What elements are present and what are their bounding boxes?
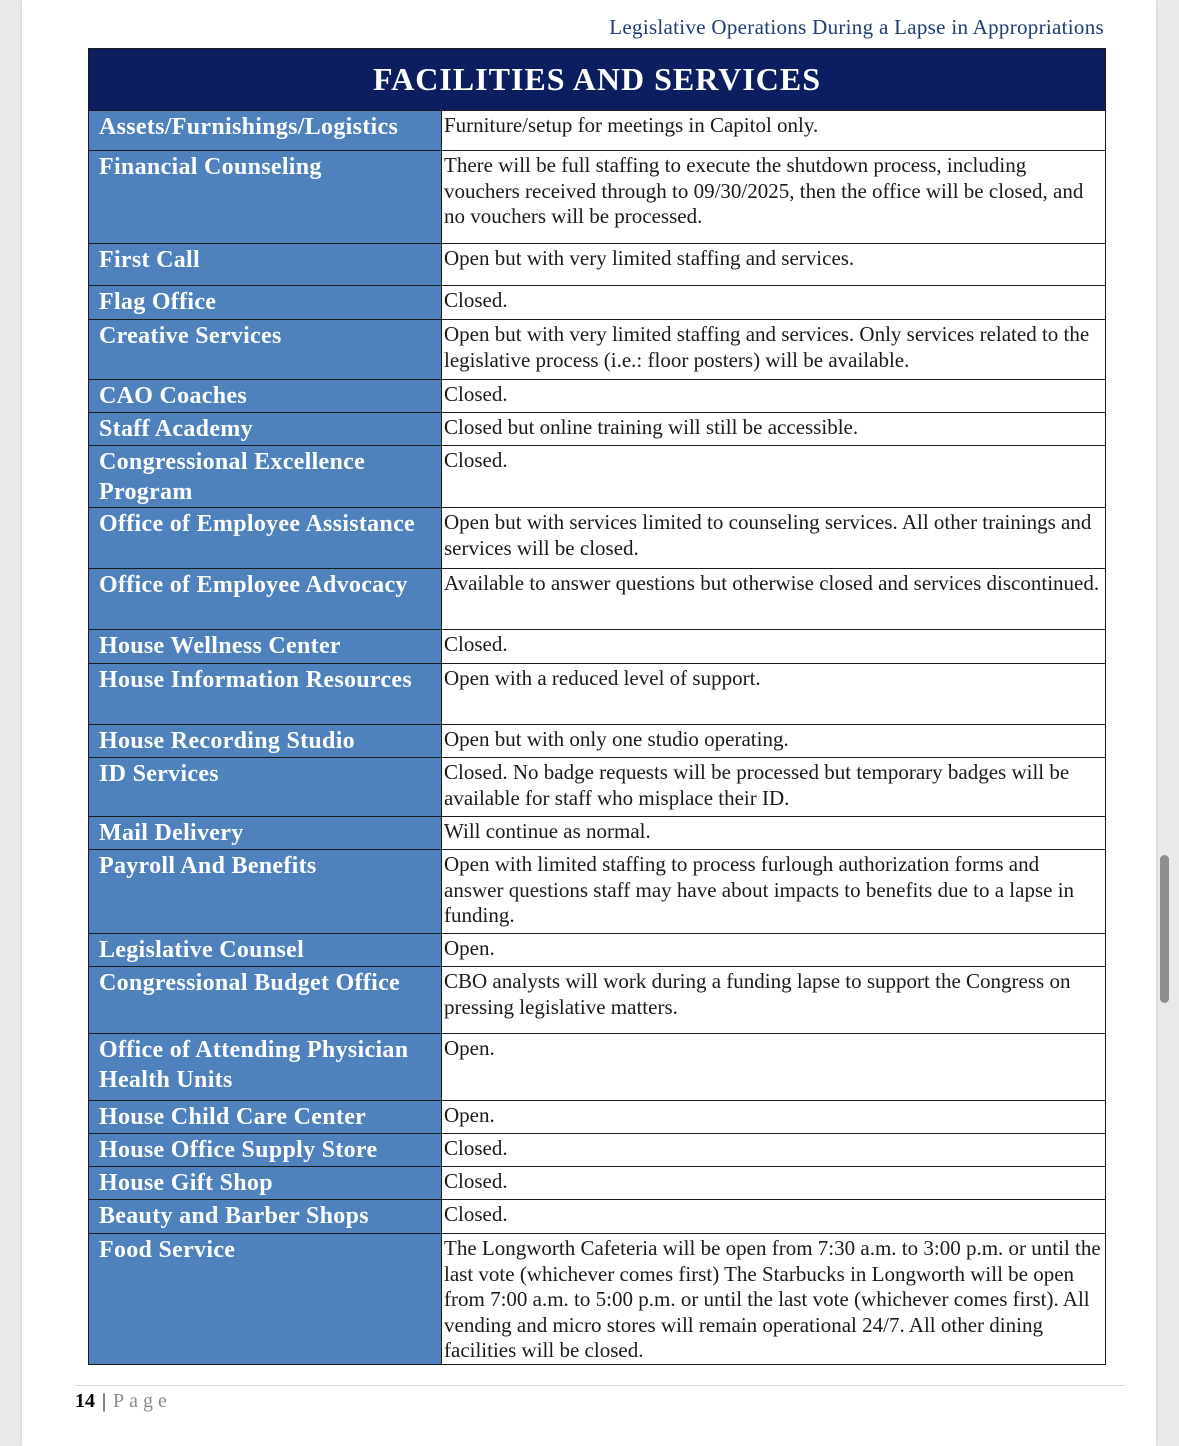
table-row [89, 664, 1106, 725]
service-status: Closed. [442, 1200, 1106, 1234]
table-row [89, 151, 1106, 244]
service-status: Closed. [442, 1134, 1106, 1167]
service-name: Congressional Budget Office [89, 967, 442, 1034]
table-row [89, 967, 1106, 1034]
service-status: Open. [442, 1034, 1106, 1101]
service-status: The Longworth Cafeteria will be open from 7:30 a.m. to 3:00 p.m. or until the last vote (whichever comes first) The Starbucks in Longworth will be open from 7:00 a.m. to 5:00 p.m. or until the last vote (whichever comes first). All vending and micro stores will remain operational 24/7. All other dining facilities will be closed. [442, 1234, 1106, 1365]
service-status: Open but with only one studio operating. [442, 725, 1106, 758]
service-status: There will be full staffing to execute the shutdown process, including vouchers received through to 09/30/2025, then the office will be closed, and no vouchers will be processed. [442, 151, 1106, 244]
service-status: Will continue as normal. [442, 817, 1106, 850]
facilities-services-table [88, 48, 1106, 1365]
service-name: Office of Employee Assistance [89, 508, 442, 569]
table-row [89, 1134, 1106, 1167]
service-status: Closed. [442, 380, 1106, 413]
service-status: Furniture/setup for meetings in Capitol only. [442, 111, 1106, 151]
service-name: ID Services [89, 758, 442, 817]
table-row [89, 1234, 1106, 1365]
table-row [89, 380, 1106, 413]
table-row [89, 1167, 1106, 1200]
service-name: First Call [89, 244, 442, 286]
service-name: Food Service [89, 1234, 442, 1365]
service-status: Open but with very limited staffing and services. Only services related to the legislative process (i.e.: floor posters) will be available. [442, 320, 1106, 380]
table-row [89, 244, 1106, 286]
table-row [89, 817, 1106, 850]
table-row [89, 758, 1106, 817]
service-name: House Child Care Center [89, 1101, 442, 1134]
service-name: House Information Resources [89, 664, 442, 725]
service-status: Closed but online training will still be accessible. [442, 413, 1106, 446]
service-name: Beauty and Barber Shops [89, 1200, 442, 1234]
table-row [89, 934, 1106, 967]
page-separator: | [102, 1390, 107, 1412]
table-row [89, 569, 1106, 630]
service-name: Office of Employee Advocacy [89, 569, 442, 630]
service-status: Closed. [442, 1167, 1106, 1200]
service-status: Available to answer questions but otherwise closed and services discontinued. [442, 569, 1106, 630]
service-name: Financial Counseling [89, 151, 442, 244]
running-header: Legislative Operations During a Lapse in Appropriations [609, 15, 1104, 39]
table-title: FACILITIES AND SERVICES [89, 49, 1106, 111]
table-row [89, 1200, 1106, 1234]
table-row [89, 630, 1106, 664]
table-row [89, 1101, 1106, 1134]
table-row [89, 508, 1106, 569]
table-row [89, 286, 1106, 320]
page-footer [75, 1385, 1125, 1413]
service-status: Closed. [442, 286, 1106, 320]
service-name: Legislative Counsel [89, 934, 442, 967]
table-body [89, 111, 1106, 1365]
service-name: Staff Academy [89, 413, 442, 446]
service-status: Open. [442, 1101, 1106, 1134]
service-name: Office of Attending Physician Health Units [89, 1034, 442, 1101]
service-name: Creative Services [89, 320, 442, 380]
document-page [22, 0, 1156, 1446]
scrollbar-thumb[interactable] [1160, 855, 1169, 1003]
service-status: Closed. [442, 630, 1106, 664]
service-name: House Office Supply Store [89, 1134, 442, 1167]
service-status: CBO analysts will work during a funding lapse to support the Congress on pressing legislative matters. [442, 967, 1106, 1034]
table-row [89, 725, 1106, 758]
service-name: CAO Coaches [89, 380, 442, 413]
table-row [89, 320, 1106, 380]
table-row [89, 446, 1106, 508]
service-status: Open. [442, 934, 1106, 967]
page-number: 14 [75, 1390, 95, 1412]
table-row [89, 413, 1106, 446]
service-name: House Recording Studio [89, 725, 442, 758]
table-row [89, 850, 1106, 934]
service-name: Mail Delivery [89, 817, 442, 850]
service-status: Open with limited staffing to process furlough authorization forms and answer questions staff may have about impacts to benefits due to a lapse in funding. [442, 850, 1106, 934]
service-status: Closed. No badge requests will be processed but temporary badges will be available for staff who misplace their ID. [442, 758, 1106, 817]
service-name: Payroll And Benefits [89, 850, 442, 934]
table-row [89, 111, 1106, 151]
table-row [89, 1034, 1106, 1101]
service-status: Closed. [442, 446, 1106, 508]
service-name: House Wellness Center [89, 630, 442, 664]
service-name: Congressional Excellence Program [89, 446, 442, 508]
service-name: Flag Office [89, 286, 442, 320]
service-status: Open but with services limited to counseling services. All other trainings and services will be closed. [442, 508, 1106, 569]
service-status: Open but with very limited staffing and services. [442, 244, 1106, 286]
service-status: Open with a reduced level of support. [442, 664, 1106, 725]
service-name: House Gift Shop [89, 1167, 442, 1200]
page-word: Page [113, 1390, 172, 1412]
service-name: Assets/Furnishings/Logistics [89, 111, 442, 151]
